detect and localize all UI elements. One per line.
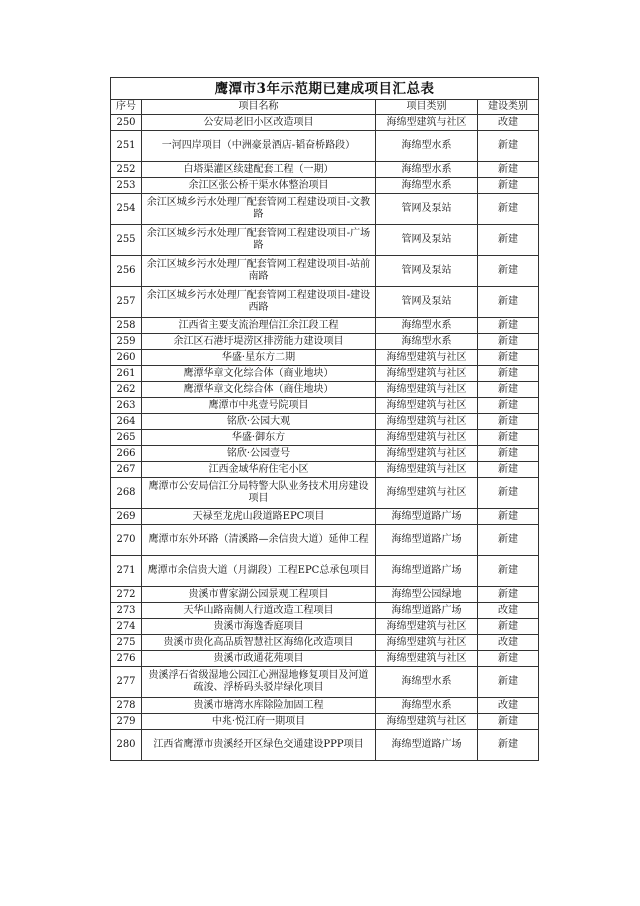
cell-build: 新建 [478,651,539,667]
table-row [111,256,539,287]
cell-build: 新建 [478,714,539,730]
project-summary-table [110,77,539,761]
cell-category: 管网及泵站 [376,225,478,256]
cell-name: 贵溪市塘湾水库除险加固工程 [142,698,376,714]
cell-build: 新建 [478,446,539,462]
cell-no: 250 [111,115,142,131]
table-row [111,714,539,730]
cell-build: 新建 [478,350,539,366]
cell-no: 277 [111,667,142,698]
cell-build: 新建 [478,366,539,382]
cell-category: 海绵型建筑与社区 [376,382,478,398]
cell-name: 天禄至龙虎山段道路EPC项目 [142,509,376,525]
table-row [111,162,539,178]
cell-build: 新建 [478,382,539,398]
cell-name: 余江区城乡污水处理厂配套管网工程建设项目-广场路 [142,225,376,256]
cell-build: 新建 [478,178,539,194]
cell-build: 新建 [478,162,539,178]
cell-category: 海绵型水系 [376,698,478,714]
table-row [111,509,539,525]
cell-name: 一河四岸项目（中洲豪景酒店-韬奋桥路段） [142,131,376,162]
cell-no: 269 [111,509,142,525]
table-row [111,619,539,635]
summary-table-sheet [110,77,538,761]
cell-build: 新建 [478,509,539,525]
cell-category: 海绵型道路广场 [376,509,478,525]
cell-no: 267 [111,462,142,478]
cell-no: 252 [111,162,142,178]
table-row [111,350,539,366]
table-row [111,525,539,556]
cell-name: 余江区张公桥干渠水体整治项目 [142,178,376,194]
cell-no: 254 [111,194,142,225]
cell-name: 余江区石港圩堤涝区排涝能力建设项目 [142,334,376,350]
header-no: 序号 [111,100,142,115]
table-row [111,556,539,587]
cell-no: 261 [111,366,142,382]
cell-category: 海绵型水系 [376,318,478,334]
cell-category: 海绵型建筑与社区 [376,478,478,509]
cell-build: 新建 [478,334,539,350]
table-row [111,334,539,350]
cell-name: 公安局老旧小区改造项目 [142,115,376,131]
table-row [111,287,539,318]
cell-name: 鹰潭华章文化综合体（商住地块） [142,382,376,398]
cell-category: 海绵型水系 [376,178,478,194]
cell-category: 海绵型建筑与社区 [376,446,478,462]
cell-build: 新建 [478,619,539,635]
cell-no: 274 [111,619,142,635]
table-row [111,318,539,334]
cell-build: 新建 [478,194,539,225]
cell-category: 海绵型公园绿地 [376,587,478,603]
cell-name: 余江区城乡污水处理厂配套管网工程建设项目-站前南路 [142,256,376,287]
cell-category: 海绵型水系 [376,131,478,162]
cell-no: 264 [111,414,142,430]
cell-build: 新建 [478,131,539,162]
table-row [111,478,539,509]
cell-category: 海绵型建筑与社区 [376,350,478,366]
cell-name: 余江区城乡污水处理厂配套管网工程建设项目-建设西路 [142,287,376,318]
cell-no: 257 [111,287,142,318]
cell-no: 256 [111,256,142,287]
table-row [111,178,539,194]
cell-no: 280 [111,730,142,761]
cell-name: 江西省主要支流治理信江余江段工程 [142,318,376,334]
header-row [111,100,539,115]
cell-build: 改建 [478,635,539,651]
table-row [111,635,539,651]
cell-name: 铭欣·公园壹号 [142,446,376,462]
cell-category: 海绵型道路广场 [376,556,478,587]
cell-no: 272 [111,587,142,603]
cell-category: 海绵型道路广场 [376,603,478,619]
cell-build: 新建 [478,256,539,287]
cell-category: 海绵型建筑与社区 [376,115,478,131]
cell-build: 改建 [478,603,539,619]
cell-name: 铭欣·公园大观 [142,414,376,430]
cell-no: 273 [111,603,142,619]
cell-category: 海绵型水系 [376,334,478,350]
cell-build: 新建 [478,287,539,318]
cell-no: 255 [111,225,142,256]
table-row [111,194,539,225]
table-row [111,667,539,698]
cell-name: 贵溪市曹家湖公园景观工程项目 [142,587,376,603]
cell-build: 新建 [478,430,539,446]
cell-build: 新建 [478,398,539,414]
cell-name: 余江区城乡污水处理厂配套管网工程建设项目-文教路 [142,194,376,225]
cell-name: 贵溪市贵化高品质智慧社区海绵化改造项目 [142,635,376,651]
table-row [111,115,539,131]
cell-category: 海绵型建筑与社区 [376,366,478,382]
cell-category: 管网及泵站 [376,287,478,318]
header-build: 建设类别 [478,100,539,115]
table-row [111,225,539,256]
cell-name: 鹰潭华章文化综合体（商业地块） [142,366,376,382]
cell-category: 海绵型水系 [376,162,478,178]
table-row [111,587,539,603]
cell-no: 259 [111,334,142,350]
cell-no: 279 [111,714,142,730]
cell-category: 海绵型建筑与社区 [376,430,478,446]
cell-name: 中兆·悦江府一期项目 [142,714,376,730]
table-row [111,366,539,382]
cell-no: 251 [111,131,142,162]
header-category: 项目类别 [376,100,478,115]
table-row [111,382,539,398]
table-row [111,131,539,162]
table-body [111,115,539,761]
cell-no: 258 [111,318,142,334]
cell-category: 海绵型建筑与社区 [376,398,478,414]
table-row [111,698,539,714]
cell-build: 新建 [478,667,539,698]
cell-category: 海绵型建筑与社区 [376,714,478,730]
cell-build: 改建 [478,698,539,714]
cell-build: 新建 [478,318,539,334]
cell-build: 新建 [478,478,539,509]
cell-name: 白塔渠灌区续建配套工程（一期） [142,162,376,178]
cell-no: 276 [111,651,142,667]
cell-category: 管网及泵站 [376,194,478,225]
cell-name: 江西省鹰潭市贵溪经开区绿色交通建设PPP项目 [142,730,376,761]
table-row [111,414,539,430]
cell-name: 天华山路南侧人行道改造工程项目 [142,603,376,619]
cell-no: 263 [111,398,142,414]
cell-no: 260 [111,350,142,366]
table-row [111,730,539,761]
cell-name: 鹰潭市中兆壹号院项目 [142,398,376,414]
table-row [111,430,539,446]
table-row [111,398,539,414]
cell-name: 江西金域华府住宅小区 [142,462,376,478]
cell-category: 海绵型建筑与社区 [376,619,478,635]
cell-category: 海绵型建筑与社区 [376,651,478,667]
cell-no: 271 [111,556,142,587]
table-row [111,651,539,667]
cell-no: 275 [111,635,142,651]
cell-name: 贵溪市海逸香庭项目 [142,619,376,635]
cell-build: 新建 [478,414,539,430]
cell-name: 华盛·御东方 [142,430,376,446]
cell-category: 海绵型建筑与社区 [376,635,478,651]
cell-build: 改建 [478,115,539,131]
cell-build: 新建 [478,462,539,478]
cell-no: 253 [111,178,142,194]
cell-category: 海绵型道路广场 [376,525,478,556]
cell-no: 262 [111,382,142,398]
cell-name: 鹰潭市公安局信江分局特警大队业务技术用房建设项目 [142,478,376,509]
cell-category: 海绵型道路广场 [376,730,478,761]
cell-name: 贵溪浮石省级湿地公园江心洲湿地修复项目及河道疏浚、浮桥码头驳岸绿化项目 [142,667,376,698]
cell-no: 278 [111,698,142,714]
cell-build: 新建 [478,525,539,556]
cell-category: 海绵型建筑与社区 [376,414,478,430]
cell-name: 鹰潭市余信贵大道（月湖段）工程EPC总承包项目 [142,556,376,587]
cell-build: 新建 [478,556,539,587]
cell-category: 海绵型水系 [376,667,478,698]
header-name: 项目名称 [142,100,376,115]
cell-category: 海绵型建筑与社区 [376,462,478,478]
table-row [111,462,539,478]
cell-no: 268 [111,478,142,509]
table-title: 鹰潭市3年示范期已建成项目汇总表 [111,78,539,100]
cell-build: 新建 [478,225,539,256]
cell-name: 贵溪市政通花苑项目 [142,651,376,667]
table-row [111,603,539,619]
cell-name: 华盛·星东方二期 [142,350,376,366]
cell-category: 管网及泵站 [376,256,478,287]
cell-name: 鹰潭市东外环路（清溪路—余信贵大道）延伸工程 [142,525,376,556]
cell-no: 270 [111,525,142,556]
cell-build: 新建 [478,730,539,761]
cell-build: 新建 [478,587,539,603]
table-row [111,446,539,462]
cell-no: 266 [111,446,142,462]
cell-no: 265 [111,430,142,446]
